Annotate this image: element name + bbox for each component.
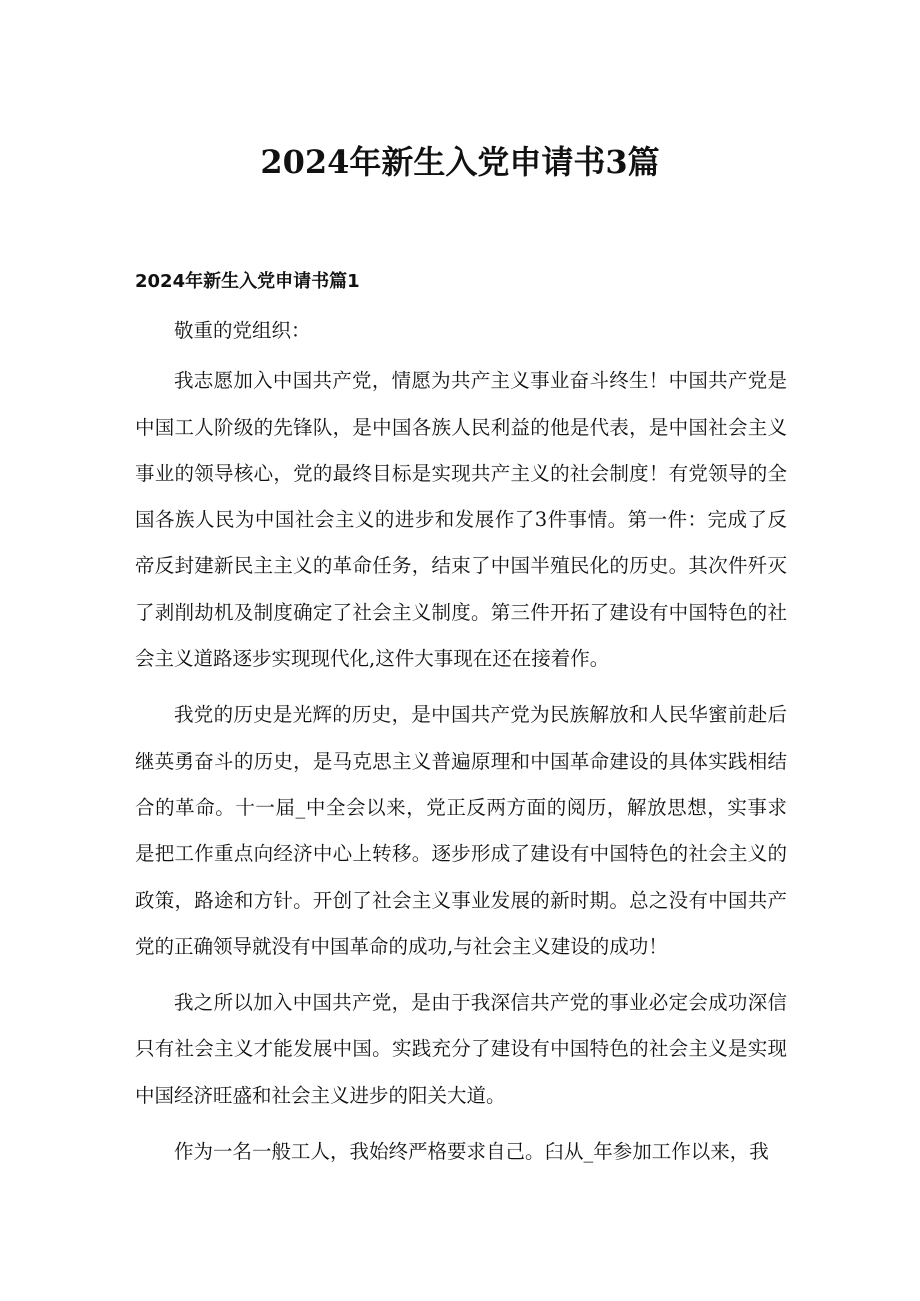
document-body xyxy=(135,308,787,1175)
paragraph-2: 我党的历史是光辉的历史，是中国共产党为民族解放和人民华蜜前赴后继英勇奋斗的历史，是马克思主义普遍原理和中国革命建设的具体实践相结合的革命。十一届_中全会以来，党正反两方面的阅历，解放思想，实事求是把工作重点向经济中心上转移。逐步形成了建设有中国特色的社会主义的政策，路途和方针。开创了社会主义事业发展的新时期。总之没有中国共产党的正确领导就没有中国革命的成功,与社会主义建设的成功！ xyxy=(135,703,787,958)
document-title: 2024年新生入党申请书3篇 xyxy=(260,143,660,181)
salutation: 敬重的党组织： xyxy=(174,319,311,342)
paragraph-1: 我志愿加入中国共产党，情愿为共产主义事业奋斗终生！中国共产党是中国工人阶级的先锋队，是中国各族人民利益的他是代表，是中国社会主义事业的领导核心，党的最终目标是实现共产主义的社会制度！有党领导的全国各族人民为中国社会主义的进步和发展作了3件事情。第一件：完成了反帝反封建新民主主义的革命任务，结束了中国半殖民化的历史。其次件歼灭了剥削劫机及制度确定了社会主义制度。第三件开拓了建设有中国特色的社会主义道路逐步实现现代化,这件大事现在还在接着作。 xyxy=(135,369,787,671)
paragraph-4: 作为一名一般工人，我始终严格要求自己。臼从_年参加工作以来，我 xyxy=(174,1140,769,1164)
paragraph-3: 我之所以加入中国共产党，是由于我深信共产党的事业必定会成功深信只有社会主义才能发展中国。实践充分了建设有中国特色的社会主义是实现中国经济旺盛和社会主义进步的阳关大道。 xyxy=(135,991,787,1107)
section-heading: 2024年新生入党申请书篇1 xyxy=(135,271,360,292)
